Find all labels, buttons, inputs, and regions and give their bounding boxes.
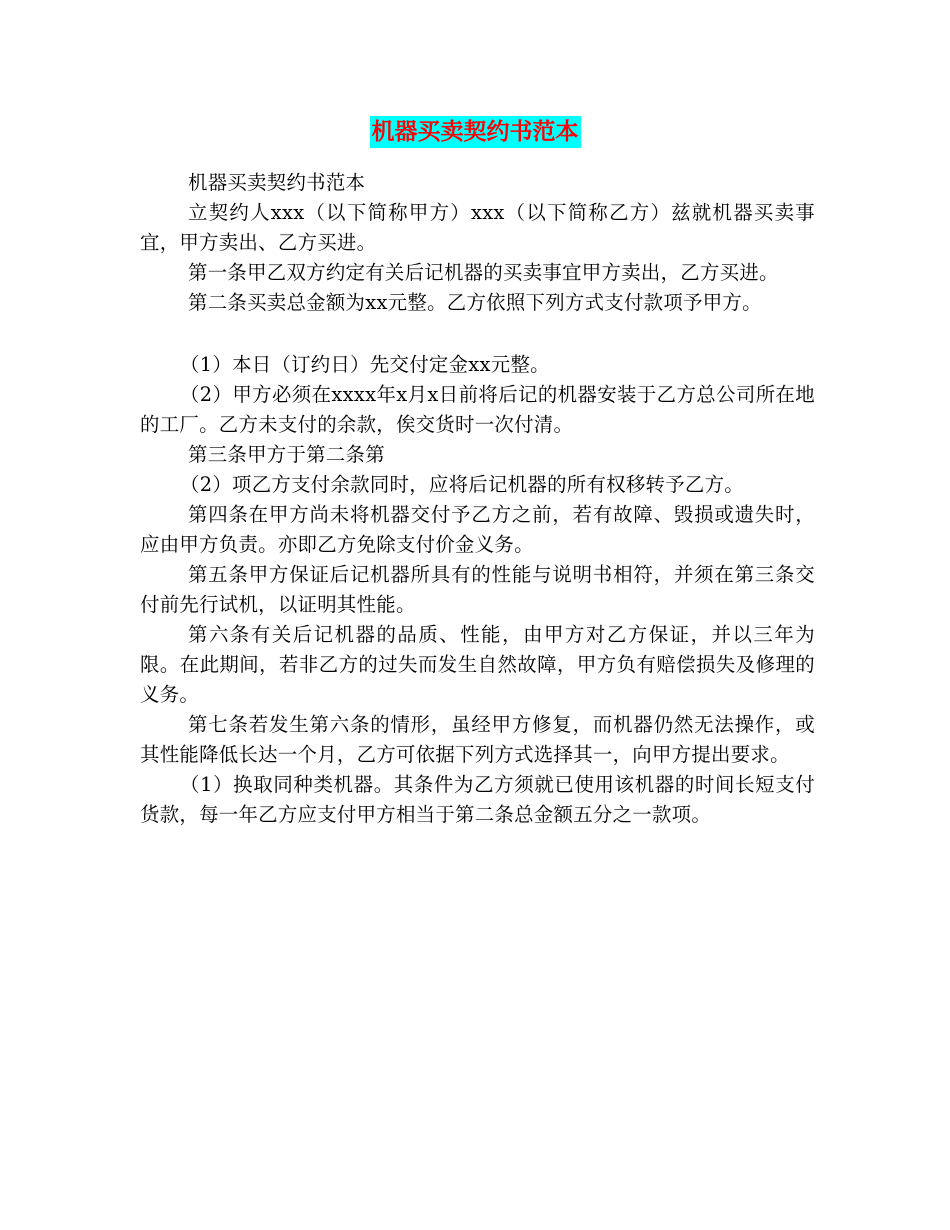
document-body (140, 168, 815, 830)
paragraph-article-3: 第三条甲方于第二条第 (188, 443, 385, 466)
paragraph-article-2-item-1: （1）本日（订约日）先交付定金xx元整。 (180, 353, 550, 376)
paragraph-article-7: 第七条若发生第六条的情形，虽经甲方修复，而机器仍然无法操作，或其性能降低长达一个月，乙方可依据下列方式选择其一，向甲方提出要求。 (140, 713, 815, 766)
paragraph-article-4: 第四条在甲方尚未将机器交付予乙方之前，若有故障、毁损或遗失时，应由甲方负责。亦即乙方免除支付价金义务。 (140, 503, 815, 556)
document-title (140, 110, 810, 148)
document-title-text: 机器买卖契约书范本 (370, 116, 581, 148)
paragraph-article-6: 第六条有关后记机器的品质、性能，由甲方对乙方保证，并以三年为限。在此期间，若非乙方的过失而发生自然故障，甲方负有赔偿损失及修理的义务。 (140, 623, 815, 706)
paragraph-heading: 机器买卖契约书范本 (188, 171, 366, 194)
paragraph-article-5: 第五条甲方保证后记机器所具有的性能与说明书相符，并须在第三条交付前先行试机，以证明其性能。 (140, 563, 815, 616)
paragraph-article-7-item-1: （1）换取同种类机器。其条件为乙方须就已使用该机器的时间长短支付货款，每一年乙方应支付甲方相当于第二条总金额五分之一款项。 (140, 773, 815, 826)
paragraph-article-2: 第二条买卖总金额为xx元整。乙方依照下列方式支付款项予甲方。 (188, 291, 762, 314)
paragraph-article-1: 第一条甲乙双方约定有关后记机器的买卖事宜甲方卖出，乙方买进。 (188, 261, 779, 284)
paragraph-article-2-item-2: （2）甲方必须在xxxx年x月x日前将后记的机器安装于乙方总公司所在地的工厂。乙方未支付的余款，俟交货时一次付清。 (140, 383, 815, 436)
paragraph-parties: 立契约人xxx（以下简称甲方）xxx（以下简称乙方）兹就机器买卖事宜，甲方卖出、乙方买进。 (140, 201, 815, 254)
paragraph-article-3-item-2: （2）项乙方支付余款同时，应将后记机器的所有权移转予乙方。 (180, 473, 744, 496)
